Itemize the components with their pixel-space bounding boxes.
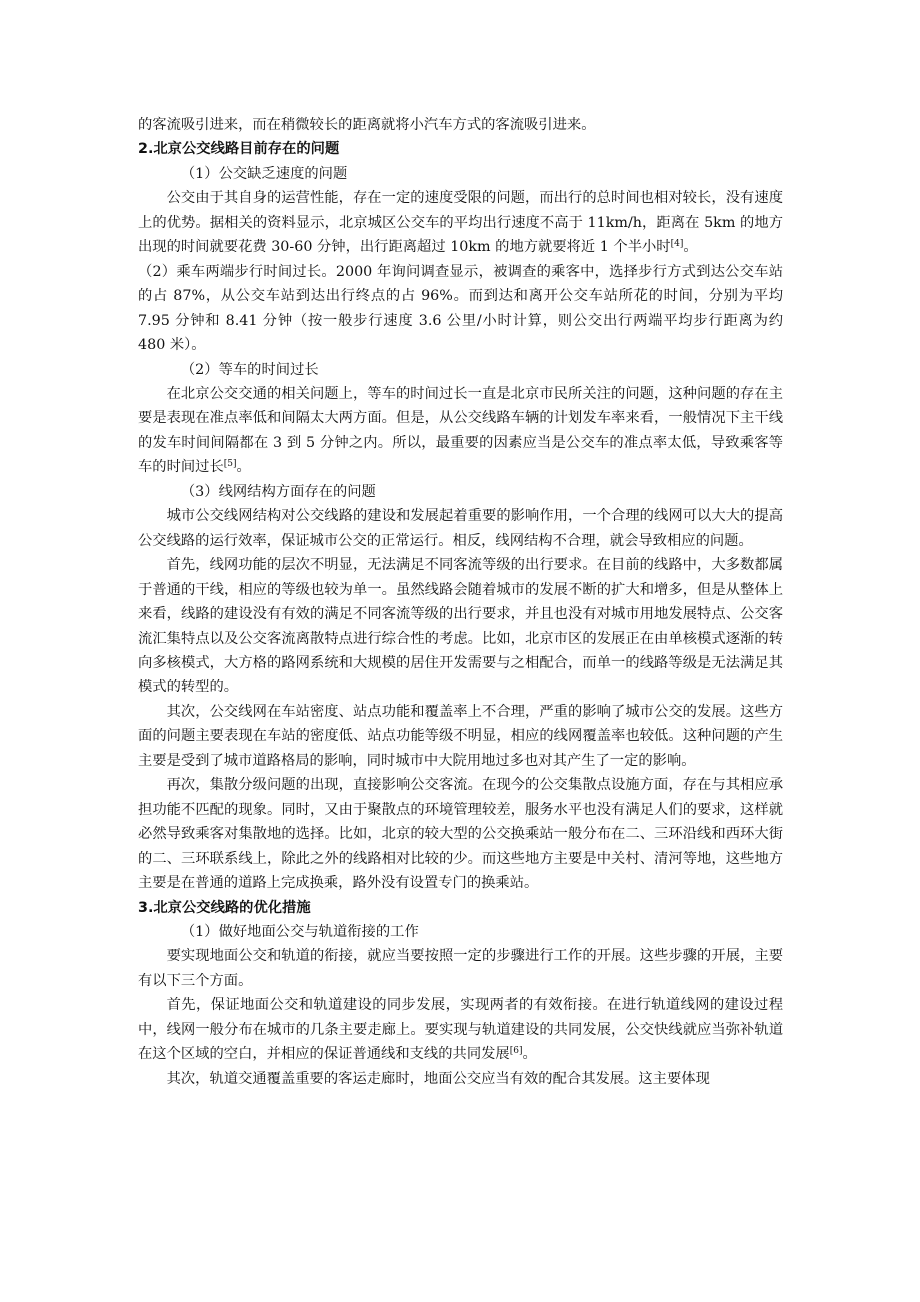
body-paragraph: [138, 773, 783, 895]
paragraph-text: （3）线网结构方面存在的问题: [180, 483, 376, 500]
paragraph-text: 的客流吸引进来，而在稍微较长的距离就将小汽车方式的客流吸引进来。: [138, 117, 596, 133]
body-paragraph: [138, 382, 783, 480]
paragraph-text: （2）乘车两端步行时间过长。2000 年询问调查显示，被调查的乘客中，选择步行方式到达公交车站的占 87%，从公交车站到达出行终点的占 96%。而到达和离开公交车站所花的时间，分别为平均 7.95 分钟和 8.41 分钟（按一般步行速度 3.6 公里/小时计算，则公交出行两端平均步行距离为约 480 米）。: [138, 263, 783, 354]
section-heading: [138, 137, 783, 161]
paragraph-text: 3.北京公交线路的优化措施: [138, 899, 311, 916]
body-paragraph: [138, 553, 783, 700]
body-paragraph: [138, 480, 783, 504]
paragraph-text: 首先，线网功能的层次不明显，无法满足不同客流等级的出行要求。在目前的线路中，大多数都属于普通的干线，相应的等级也较为单一。虽然线路会随着城市的发展不断的扩大和增多，但是从整体上来看，线路的建设没有有效的满足不同客流等级的出行要求，并且也没有对城市用地发展特点、公交客流汇集特点以及公交客流离散特点进行综合性的考虑。比如，北京市区的发展正在由单核模式逐渐的转向多核模式，大方格的路网系统和大规模的居住开发需要与之相配合，而单一的线路等级是无法满足其模式的转型的。: [138, 557, 783, 696]
citation-reference: [6]: [509, 1046, 523, 1057]
body-paragraph: [138, 504, 783, 553]
paragraph-text: 2.北京公交线路目前存在的问题: [138, 141, 340, 158]
body-paragraph: [138, 993, 783, 1066]
paragraph-text: （2）等车的时间过长: [180, 361, 319, 378]
document-body: [138, 113, 783, 1091]
paragraph-text: 在北京公交交通的相关问题上，等车的时间过长一直是北京市民所关注的问题，这种问题的存在主要是表现在准点率低和间隔太大两方面。但是，从公交线路车辆的计划发车率来看，一般情况下主干线的发车时间间隔都在 3 到 5 分钟之内。所以，最重要的因素应当是公交车的准点率太低，导致乘客等车的时间过长: [138, 385, 783, 476]
citation-reference: [4]: [670, 239, 684, 250]
paragraph-text: 首先，保证地面公交和轨道建设的同步发展，实现两者的有效衔接。在进行轨道线网的建设过程中，线网一般分布在城市的几条主要走廊上。要实现与轨道建设的共同发展，公交快线就应当弥补轨道在这个区域的空白，并相应的保证普通线和支线的共同发展: [138, 997, 783, 1063]
paragraph-text: 其次，轨道交通覆盖重要的客运走廊时，地面公交应当有效的配合其发展。这主要体现: [166, 1070, 710, 1087]
paragraph-text: （1）做好地面公交与轨道衔接的工作: [180, 923, 419, 940]
body-paragraph: [138, 944, 783, 993]
body-paragraph: [138, 700, 783, 773]
body-paragraph: [138, 358, 783, 382]
body-paragraph: [138, 920, 783, 944]
paragraph-tail: 。: [236, 459, 251, 476]
paragraph-tail: 。: [522, 1046, 537, 1063]
body-paragraph: [138, 113, 783, 137]
section-heading: [138, 896, 783, 920]
citation-reference: [5]: [223, 459, 237, 470]
body-paragraph: [138, 1067, 783, 1091]
body-paragraph: [138, 186, 783, 259]
paragraph-text: 公交由于其自身的运营性能，存在一定的速度受限的问题，而出行的总时间也相对较长，没有速度上的优势。据相关的资料显示，北京城区公交车的平均出行速度不高于 11km/h，距离在 5km 的地方出现的时间就要花费 30-60 分钟，出行距离超过 10km 的地方就要将近 1 个半小时: [138, 190, 783, 256]
paragraph-tail: 。: [683, 239, 698, 256]
paragraph-text: 再次，集散分级问题的出现，直接影响公交客流。在现今的公交集散点设施方面，存在与其相应承担功能不匹配的现象。同时，又由于聚散点的环境管理较差，服务水平也没有满足人们的要求，这样就必然导致乘客对集散地的选择。比如，北京的较大型的公交换乘站一般分布在二、三环沿线和西环大街的二、三环联系线上，除此之外的线路相对比较的少。而这些地方主要是中关村、清河等地，这些地方主要是在普通的道路上完成换乘，路外没有设置专门的换乘站。: [138, 777, 783, 892]
paragraph-text: 要实现地面公交和轨道的衔接，就应当要按照一定的步骤进行工作的开展。这些步骤的开展，主要有以下三个方面。: [138, 948, 783, 989]
body-paragraph: [138, 162, 783, 186]
paragraph-text: 城市公交线网结构对公交线路的建设和发展起着重要的影响作用，一个合理的线网可以大大的提高公交线路的运行效率，保证城市公交的正常运行。相反，线网结构不合理，就会导致相应的问题。: [138, 508, 783, 549]
paragraph-text: 其次，公交线网在车站密度、站点功能和覆盖率上不合理，严重的影响了城市公交的发展。这些方面的问题主要表现在车站的密度低、站点功能等级不明显，相应的线网覆盖率也较低。这种问题的产生主要是受到了城市道路格局的影响，同时城市中大院用地过多也对其产生了一定的影响。: [138, 703, 783, 769]
body-paragraph: [138, 260, 783, 358]
paragraph-text: （1）公交缺乏速度的问题: [180, 165, 348, 182]
